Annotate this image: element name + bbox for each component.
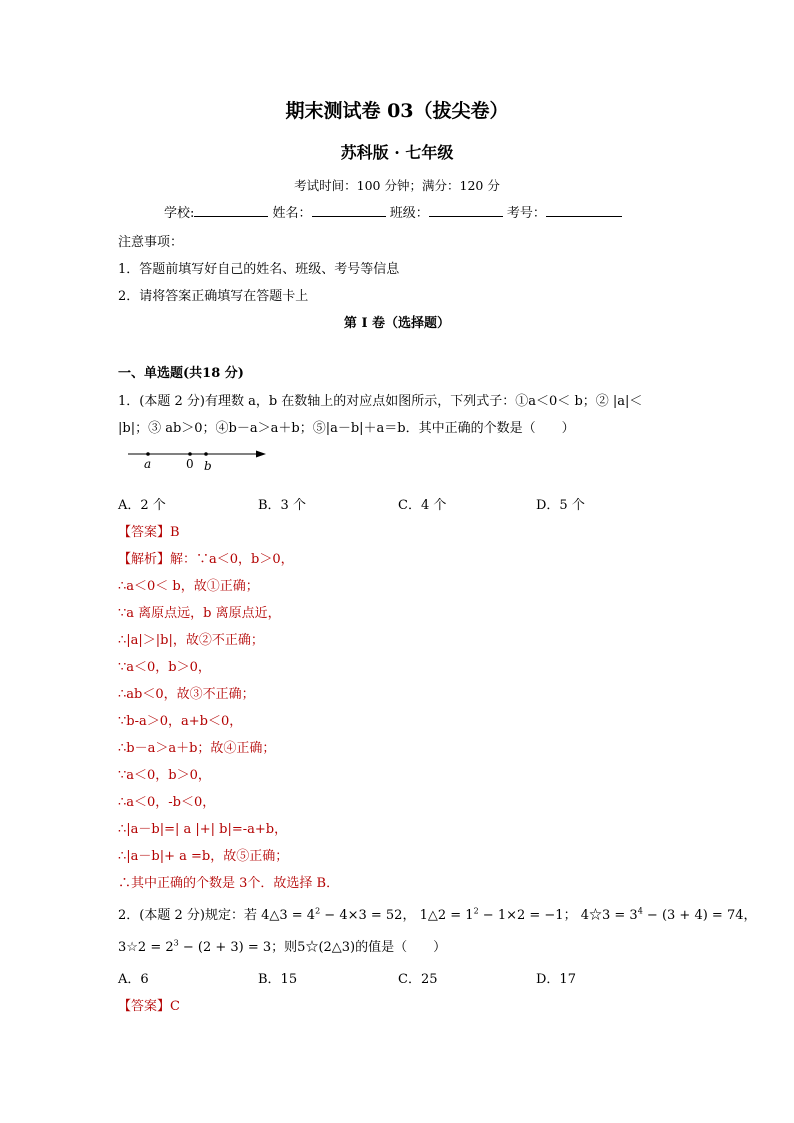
option-c[interactable]: C．25 <box>398 972 438 987</box>
option-a[interactable]: A．6 <box>118 972 149 987</box>
option-d[interactable]: D．5 个 <box>536 498 585 513</box>
option-d[interactable]: D．17 <box>536 972 576 987</box>
q1-stem-line2: |b|；③ ab＞0；④b－a＞a＋b；⑤|a－b|＋a＝b．其中正确的个数是（ ） <box>118 421 575 436</box>
note-item: 2．请将答案正确填写在答题卡上 <box>118 289 309 304</box>
class-label: 班级： <box>389 206 429 221</box>
q2-stem-line2: 3☆2 = $2^3 - (2 + 3) = 3$；则5☆(2△3)的值是（ ） <box>118 938 447 955</box>
q1-stem-line1: 1．(本题 2 分)有理数 a，b 在数轴上的对应点如图所示，下列式子：①a＜0＜ b；② |a|＜ <box>118 394 643 409</box>
formula-5: 5☆(2△3) <box>297 940 356 955</box>
label-a: a <box>144 457 152 471</box>
point-b <box>204 452 208 456</box>
analysis-line: ∵a 离原点远，b 离原点近， <box>118 606 281 621</box>
number-label: 考号： <box>506 206 546 221</box>
name-blank[interactable] <box>312 203 386 217</box>
option-c[interactable]: C．4 个 <box>398 498 447 513</box>
section-title: 一、单选题(共18 分) <box>118 366 244 381</box>
volume-title: 第 I 卷（选择题） <box>343 316 451 331</box>
analysis-line: ∵a＜0，b＞0， <box>118 768 211 783</box>
formula-3: 4☆3 = $3^4 - (3 + 4) = 74$ <box>580 906 744 923</box>
analysis-line: ∵b-a＞0，a+b＜0， <box>118 714 243 729</box>
analysis-line: ∴a＜0，-b＜0， <box>118 795 216 810</box>
analysis-line: 【解析】解：∵a＜0，b＞0， <box>118 552 294 567</box>
note-item: 1．答题前填写好自己的姓名、班级、考号等信息 <box>118 262 400 277</box>
number-blank[interactable] <box>546 203 622 217</box>
number-line-figure <box>118 444 278 474</box>
formula-4: 3☆2 = $2^3 - (2 + 3) = 3$ <box>118 938 272 955</box>
school-label: 学校: <box>164 206 195 221</box>
point-a <box>146 452 150 456</box>
formula-2: 1△2 = $1^2 - 1\times 2 = -1$ <box>419 906 564 923</box>
analysis-line: ∴其中正确的个数是 3个．故选择 B． <box>118 876 340 891</box>
axis-arrow-icon <box>256 451 266 458</box>
analysis-line: ∴|a|＞|b|，故②不正确； <box>118 633 264 648</box>
analysis-line: ∵a＜0，b＞0， <box>118 660 211 675</box>
q2-answer: 【答案】C <box>118 999 180 1014</box>
analysis-line: ∴a＜0＜ b，故①正确； <box>118 579 259 594</box>
option-b[interactable]: B．15 <box>258 972 298 987</box>
school-blank[interactable] <box>194 203 268 217</box>
class-blank[interactable] <box>429 203 503 217</box>
page-subtitle: 苏科版 · 七年级 <box>340 143 454 162</box>
student-info-fields <box>164 202 622 221</box>
exam-info: 考试时间：100 分钟；满分：120 分 <box>294 178 500 193</box>
page-title: 期末测试卷 03（拔尖卷） <box>285 100 509 122</box>
label-b: b <box>204 459 212 473</box>
name-label: 姓名： <box>272 206 312 221</box>
analysis-line: ∴|a－b|=| a |+| b|=-a+b， <box>118 822 288 837</box>
q2-stem-line1: 2．(本题 2 分)规定：若 4△3 = $4^2 - 4\times 3 = 52$， 1△2 = $1^2 - 1\times 2 = -1$； 4☆3 = $3^4 - (3 + 4) = 74$， <box>118 906 757 923</box>
option-a[interactable]: A．2 个 <box>118 498 166 513</box>
notes-heading: 注意事项： <box>118 235 184 250</box>
formula-1: 4△3 = $4^2 - 4\times 3 = 52$ <box>261 906 403 923</box>
q2-stem-start: 2．(本题 2 分)规定：若 <box>118 908 257 923</box>
analysis-line: ∴ab＜0，故③不正确； <box>118 687 255 702</box>
analysis-line: ∴|a－b|+ a =b，故⑤正确； <box>118 849 289 864</box>
label-zero: 0 <box>186 457 194 471</box>
q1-answer: 【答案】B <box>118 525 180 540</box>
option-b[interactable]: B．3 个 <box>258 498 306 513</box>
analysis-line: ∴b－a＞a＋b；故④正确； <box>118 741 276 756</box>
point-zero <box>188 452 192 456</box>
